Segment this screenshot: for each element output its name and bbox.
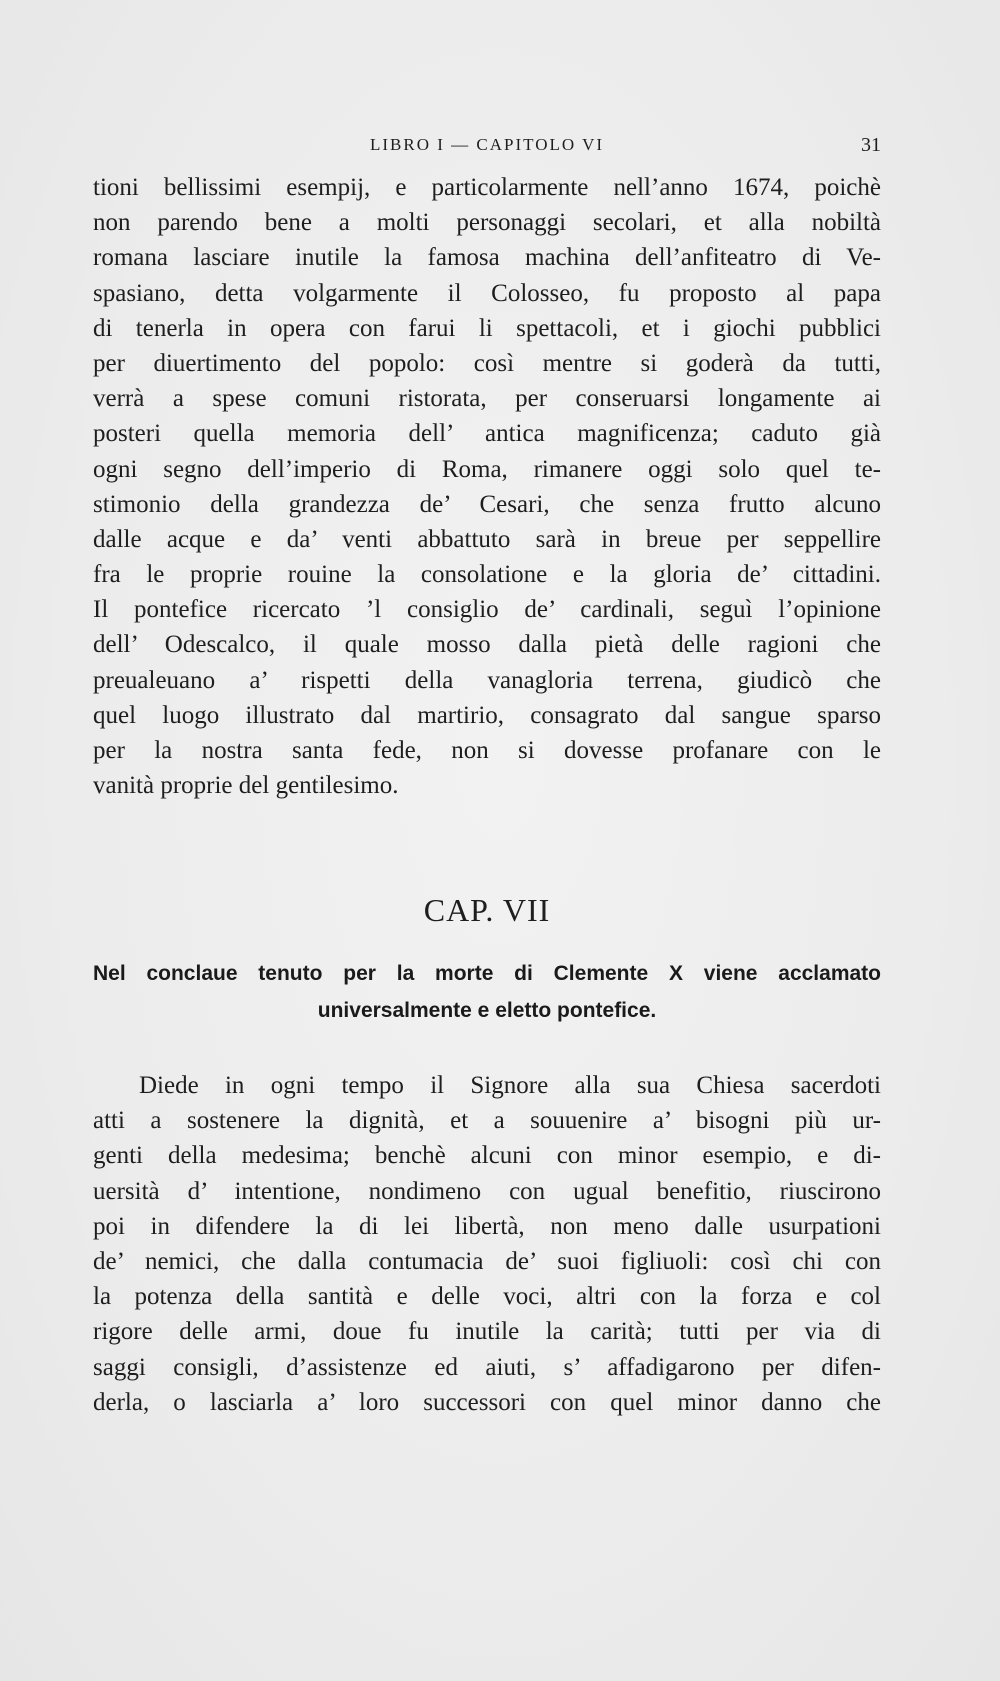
text-line: stimonio della grandezza de’ Cesari, che senza frutto alcuno bbox=[93, 490, 881, 518]
text-line: de’ nemici, che dalla contumacia de’ suoi figliuoli: così chi con bbox=[93, 1247, 881, 1275]
paragraph-2 bbox=[93, 1068, 881, 1420]
text-line: per la nostra santa fede, non si dovesse profanare con le bbox=[93, 737, 881, 764]
text-line: Diede in ogni tempo il Signore alla sua Chiesa sacerdoti bbox=[139, 1072, 881, 1099]
text-line: tioni bellissimi esempij, e particolarmente nell’anno 1674, poichè bbox=[93, 174, 881, 201]
text-line: poi in difendere la di lei libertà, non meno dalle usurpationi bbox=[93, 1212, 881, 1240]
text-line: Il pontefice ricercato ’l consiglio de’ cardinali, seguì l’opinione bbox=[93, 596, 881, 624]
text-line: quel luogo illustrato dal martirio, consagrato dal sangue sparso bbox=[93, 701, 881, 729]
text-line: non parendo bene a molti personaggi secolari, et alla nobiltà bbox=[93, 209, 881, 237]
text-line: rigore delle armi, doue fu inutile la carità; tutti per via di bbox=[93, 1318, 881, 1346]
text-line: ogni segno dell’imperio di Roma, rimanere oggi solo quel te- bbox=[93, 455, 881, 483]
text-line: vanità proprie del gentilesimo. bbox=[93, 772, 399, 800]
text-line: per diuertimento del popolo: così mentre si goderà da tutti, bbox=[93, 349, 881, 377]
chapter-summary-line: universalmente e eletto pontefice. bbox=[317, 999, 657, 1022]
text-line: uersità d’ intentione, nondimeno con ugual benefitio, riuscirono bbox=[93, 1177, 881, 1205]
chapter-summary bbox=[93, 955, 881, 1029]
text-line: derla, o lasciarla a’ loro successori con quel minor danno che bbox=[93, 1388, 881, 1416]
text-line: di tenerla in opera con farui li spettacoli, et i giochi pubblici bbox=[93, 314, 881, 342]
text-line: romana lasciare inutile la famosa machina dell’anfiteatro di Ve- bbox=[93, 244, 881, 272]
text-line: fra le proprie rouine la consolatione e la gloria de’ cittadini. bbox=[93, 561, 881, 589]
text-line: saggi consigli, d’assistenze ed aiuti, s’ affadigarono per difen- bbox=[93, 1353, 881, 1381]
text-line: dalle acque e da’ venti abbattuto sarà in breue per seppellire bbox=[93, 525, 881, 553]
text-line: posteri quella memoria dell’ antica magnificenza; caduto già bbox=[93, 420, 881, 448]
chapter-heading: CAP. VII bbox=[423, 892, 551, 928]
text-line: verrà a spese comuni ristorata, per conseruarsi longamente ai bbox=[93, 385, 881, 413]
page-number: 31 bbox=[861, 134, 881, 156]
running-head bbox=[93, 130, 881, 160]
chapter-summary-line: Nel conclaue tenuto per la morte di Clemente X viene acclamato bbox=[93, 962, 881, 985]
text-line: preualeuano a’ rispetti della vanagloria terrena, giudicò che bbox=[93, 666, 881, 694]
paragraph-1 bbox=[93, 170, 881, 803]
running-title: LIBRO I — CAPITOLO VI bbox=[369, 135, 605, 154]
text-line: la potenza della santità e delle voci, altri con la forza e col bbox=[93, 1283, 881, 1311]
text-line: spasiano, detta volgarmente il Colosseo, fu proposto al papa bbox=[93, 279, 881, 307]
text-line: genti della medesima; benchè alcuni con minor esempio, e di- bbox=[93, 1142, 881, 1170]
text-line: atti a sostenere la dignità, et a souuenire a’ bisogni più ur- bbox=[93, 1107, 881, 1135]
text-line: dell’ Odescalco, il quale mosso dalla pietà delle ragioni che bbox=[93, 631, 881, 659]
